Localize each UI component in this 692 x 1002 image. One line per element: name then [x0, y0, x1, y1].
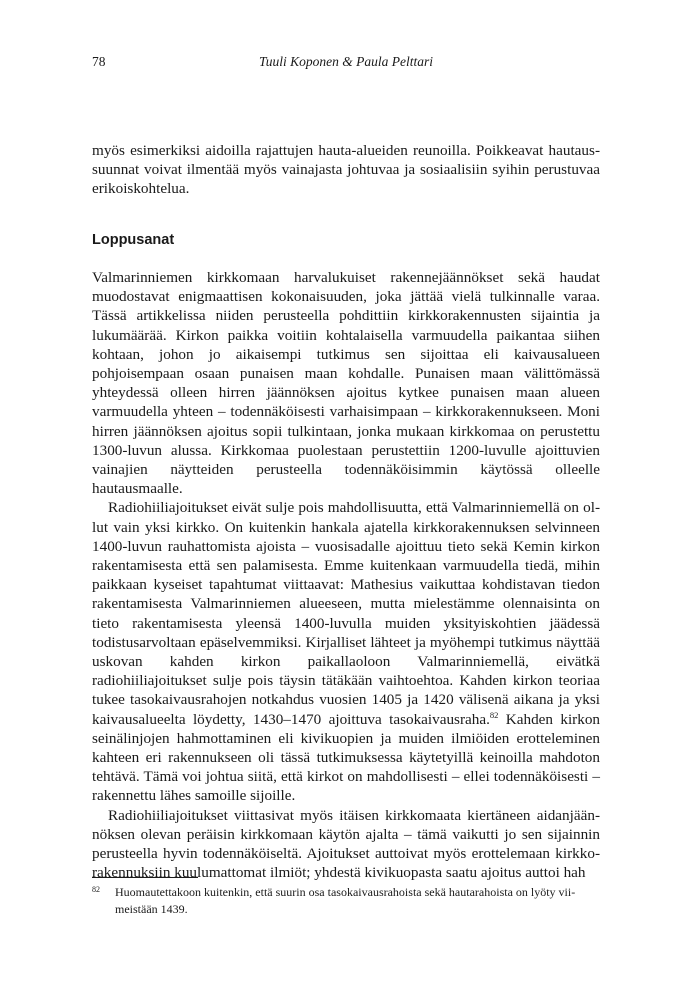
- section-body: [92, 268, 600, 883]
- paragraph-1: Valmarinniemen kirkkomaan harvalukuiset rakennejäännökset sekä haudat muodostavat enigmaattisen kokonaisuuden, joka jättää vielä tulkinnalle varaa. Tässä artikkelissa niiden perusteella pohdittiin kirkkorakennusten sijaintia ja lukumäärää. Kirkon paikka voitiin kohtalaisella varmuudella paikantaa siihen kohtaan, johon jo aikaisempi tutkimus sen sijoittaa eli kaivausalueen pohjoisempaan osaan punaisen maan kohdalle. Punaisen maan välittömässä yhteydessä olleen hirren jäännöksen ajoitus kytkee punaisen maan alueen varmuudella yhteen – todennäköisesti varhaisimpaan – kirkkorakennukseen. Moni hirren jäännöksen ajoitus sopii tulkintaan, jonka mukaan kirkkomaa on perustettu 1300-luvun alussa. Kirkkomaa puolestaan perustettiin 1200-luvulle ajoittuvien vainajien näytteiden perusteella todennäköisimmin käytössä olleelle hautausmaalle.: [92, 269, 600, 498]
- footnote-text: Huomautettakoon kuitenkin, että suurin osa tasokaivausrahoista sekä hautarahoista on lyöty viimeistään 1439.: [115, 885, 576, 916]
- footnote-divider: [92, 877, 198, 878]
- paragraph-2: [92, 498, 600, 805]
- paragraph-2-text: Radiohiiliajoitukset eivät sulje pois mahdollisuutta, että Valmarinniemellä on ollut vain yksi kirkko. On kuitenkin hankala ajatella kirkkorakennuksen selvinneen 1400-luvun rauhattomista ajoista – vuosisadalle ajoittuu tieto sekä Kemin kirkon rakentamisesta että sen palamisesta. Emme kuitenkaan varmuudella tiedä, mihin paikkaan kyseiset tapahtumat viittaavat: Mathesius vaikuttaa kohdistavan tiedon rakentamisesta Valmarinniemen alueeseen, mutta mielestämme olennaisinta on tieto rakentamisesta yleensä 1400-luvulla muiden yksityiskohtien jäädessä todistusarvoltaan epäselvemmiksi. Kirjalliset lähteet ja myöhempi tutkimus näyttää uskovan kahden kirkon paikallaoloon Valmarinniemellä, eivätkä radiohiiliajoitukset sulje pois täysin tätäkään vaihtoehtoa. Kahden kirkon teoriaa tukee tasokaivausrahojen notkahdus vuosien 1405 ja 1420 välisenä aikana ja yksi kaivausalueelta löydetty, 1430–1470 ajoittuva tasokaivausraha.: [92, 499, 600, 728]
- footnote-reference[interactable]: 82: [489, 709, 499, 720]
- paragraph-3: Radiohiiliajoitukset viittasivat myös itäisen kirkkomaata kiertäneen aidanjäännöksen olevan peräisin kirkkomaan käytön ajalta – tämä vaikutti jo sen sijainnin perusteella hyvin todennäköiseltä. Ajoitukset auttoivat myös erottelemaan kirkkorakennuksiin kuulumattomat ilmiöt; yhdestä kivikuopasta saatu ajoitus auttoi hah: [92, 806, 600, 882]
- page-number: 78: [92, 54, 106, 69]
- footnote-number: 82: [92, 885, 100, 894]
- page-header: [92, 54, 600, 74]
- section-heading: Loppusanat: [92, 232, 175, 248]
- footnote: [92, 884, 600, 918]
- running-head: Tuuli Koponen & Paula Pelttari: [258, 54, 433, 69]
- paragraph-2-text-continued: Kahden kirkon seinälinjojen hahmottaminen eli kivikuopien ja muiden ilmiöiden erotteleminen kahteen eri rakennukseen oli tässä tutkimuksessa käytetyillä keinoilla mahdoton tehtävä. Tämä voi johtua siitä, että kirkot on mahdollisesti – ellei todennäköisesti – rakennettu lähes samoille sijoille.: [92, 710, 601, 805]
- intro-paragraph-text: myös esimerkiksi aidoilla rajattujen hauta-alueiden reunoilla. Poikkeavat hautaussuunnat voivat ilmentää myös vainajasta johtuvaa ja sosiaalisiin syihin perustuvaa erikoiskohtelua.: [92, 142, 600, 198]
- intro-paragraph: [92, 141, 600, 199]
